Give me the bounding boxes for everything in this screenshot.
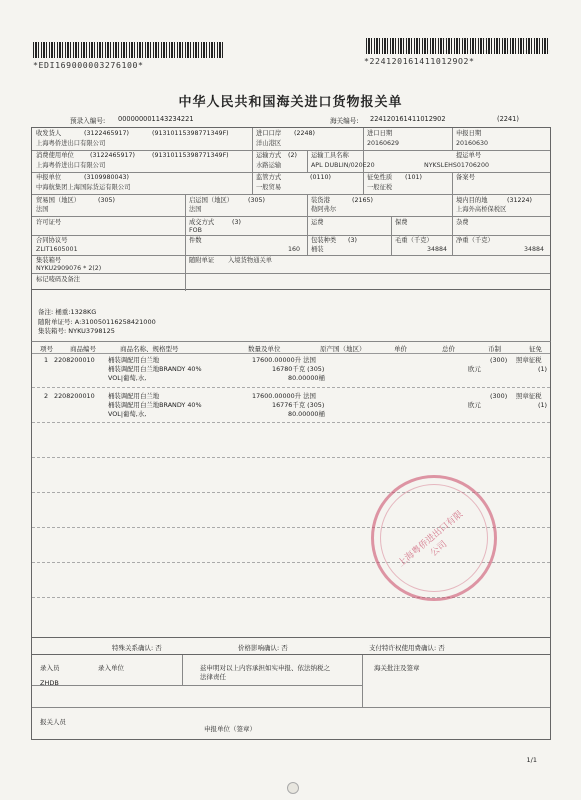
consignee-credit: (91310115398771349F) xyxy=(152,130,229,137)
consumer-label: 消费使用单位 xyxy=(36,152,74,159)
packages-label: 件数 xyxy=(189,237,202,244)
left-barcode-text: *EDI169000003276100* xyxy=(33,60,144,70)
pack-type-label: 包装种类 xyxy=(311,237,337,244)
col-header-name: 商品名称、规格型号 xyxy=(120,345,179,353)
entry-person-value: ZHDB xyxy=(40,679,59,687)
entry-person-label: 录入员 xyxy=(40,664,60,672)
trade-country-code: (305) xyxy=(98,197,115,204)
consignee-code: (3122465917) xyxy=(84,130,129,137)
right-barcode-text: *2241201614110129O2* xyxy=(364,56,475,66)
port-code: (2248) xyxy=(294,130,315,137)
vessel-label: 运输工具名称 xyxy=(311,152,349,159)
destination-code: (31224) xyxy=(507,197,532,204)
page-number: 1/1 xyxy=(526,756,537,764)
declarant-code: (3109980043) xyxy=(84,174,129,181)
pack-type-value: 桶装 xyxy=(311,246,324,253)
entry-unit-label: 录入单位 xyxy=(98,664,124,672)
item-qty-1: 17600.00000升 法国 xyxy=(252,392,316,400)
docs-value: 入境货物通关单 xyxy=(228,257,273,264)
customs-code: (2241) xyxy=(497,115,519,123)
consumer-credit: (91310115398771349F) xyxy=(152,152,229,159)
item-name-3: VOL|葡萄,水, xyxy=(108,374,147,382)
item-qty-2: 16780千克 (305) xyxy=(272,365,325,373)
item-no: 2 xyxy=(44,392,49,400)
levy-label: 征免性质 xyxy=(367,174,393,181)
remark-label: 备案号 xyxy=(456,174,475,181)
bl-label: 提运单号 xyxy=(456,152,482,159)
item-code: 2208200010 xyxy=(54,356,95,364)
origin-country-value: 法国 xyxy=(189,206,202,213)
freight-label: 运费 xyxy=(311,219,324,226)
levy-code: (101) xyxy=(405,174,422,181)
item-qty-3: 80.00000桶 xyxy=(288,374,325,382)
deal-mode-label: 成交方式 xyxy=(189,219,215,226)
item-currency-code: (300) xyxy=(490,356,508,364)
special-relation-confirm: 特殊关系确认: 否 xyxy=(112,644,162,652)
item-name-1: 桶装调配用白兰地 xyxy=(108,356,160,364)
deal-mode-value: FOB xyxy=(189,227,202,234)
marks-label: 标记唛码及备注 xyxy=(36,276,81,283)
transport-mode-code: (2) xyxy=(288,152,297,159)
signature-section xyxy=(31,655,551,740)
item-levy-code: (1) xyxy=(538,365,548,373)
origin-country-code: (305) xyxy=(248,197,265,204)
preentry-label: 预录入编号: xyxy=(70,117,106,125)
item-name-3: VOL|葡萄,水, xyxy=(108,410,147,418)
transport-mode-value: 水路运输 xyxy=(256,162,282,169)
gross-value: 34884 xyxy=(426,246,447,253)
item-qty-2: 16776千克 (305) xyxy=(272,401,325,409)
vessel-value: APL DUBLIN/020E20 xyxy=(311,162,375,169)
supervision-code: (0110) xyxy=(310,174,331,181)
docs-label: 随附单证 xyxy=(189,257,215,264)
item-qty-3: 80.00000桶 xyxy=(288,410,325,418)
left-barcode xyxy=(33,42,223,58)
consumer-value: 上海粤侨进出口有限公司 xyxy=(36,162,106,169)
item-code: 2208200010 xyxy=(54,392,95,400)
packages-value: 160 xyxy=(287,246,300,253)
declarant-label: 申报单位 xyxy=(36,174,62,181)
destination-label: 境内目的地 xyxy=(456,197,488,204)
port-value: 洋山港区 xyxy=(256,140,282,147)
item-levy: 照章征税 xyxy=(516,392,542,400)
document-title: 中华人民共和国海关进口货物报关单 xyxy=(178,95,403,110)
net-value: 34884 xyxy=(523,246,544,253)
staple-hole xyxy=(287,782,299,794)
customs-approval-label: 海关批注及签章 xyxy=(374,664,420,672)
loading-port-code: (2165) xyxy=(352,197,373,204)
supervision-label: 监管方式 xyxy=(256,174,282,181)
misc-label: 杂费 xyxy=(456,219,469,226)
item-no: 1 xyxy=(44,356,49,364)
import-date-value: 20160629 xyxy=(367,140,400,147)
port-label: 进口口岸 xyxy=(256,130,282,137)
header-grid xyxy=(31,127,551,290)
transport-mode-label: 运输方式 xyxy=(256,152,282,159)
consumer-code: (3122465917) xyxy=(90,152,135,159)
net-label: 净重（千克） xyxy=(456,237,494,244)
price-impact-confirm: 价格影响确认: 否 xyxy=(238,644,288,652)
container-label: 集装箱号 xyxy=(36,257,62,264)
import-date-label: 进口日期 xyxy=(367,130,393,137)
loading-port-value: 勒阿弗尔 xyxy=(311,206,337,213)
item-name-1: 桶装调配用白兰地 xyxy=(108,392,160,400)
customs-no-label: 海关编号: xyxy=(330,117,359,125)
col-header-price: 单价 xyxy=(394,345,407,353)
col-header-code: 商品编号 xyxy=(70,345,96,353)
deal-mode-code: (3) xyxy=(232,219,241,226)
royalty-confirm: 支付特许权使用费确认: 否 xyxy=(369,644,445,652)
declare-date-value: 20160630 xyxy=(456,140,489,147)
consignee-label: 收发货人 xyxy=(36,130,62,137)
levy-value: 一般征税 xyxy=(367,184,393,191)
col-header-total: 总价 xyxy=(442,345,455,353)
consignee-value: 上海粤侨进出口有限公司 xyxy=(36,140,106,147)
remark-line-3: 集装箱号: NYKU3798125 xyxy=(38,327,115,335)
declaration-row xyxy=(31,637,551,655)
license-label: 许可证号 xyxy=(36,219,62,226)
item-currency: 欧元 xyxy=(468,365,481,373)
origin-country-label: 启运国（地区） xyxy=(189,197,234,204)
contract-value: ZLIT1605001 xyxy=(36,246,78,253)
item-qty-1: 17600.00000升 法国 xyxy=(252,356,316,364)
trade-country-value: 法国 xyxy=(36,206,49,213)
item-levy-code: (1) xyxy=(538,401,548,409)
customs-no-value: 224120161411012902 xyxy=(370,115,446,123)
declarant-unit-label: 申报单位（签章） xyxy=(204,725,256,733)
item-levy: 照章征税 xyxy=(516,356,542,364)
item-currency-code: (300) xyxy=(490,392,508,400)
gross-label: 毛重（千克） xyxy=(395,237,433,244)
destination-value: 上海外高桥保税区 xyxy=(456,206,507,213)
declarant-person-label: 报关人员 xyxy=(40,718,66,726)
item-currency: 欧元 xyxy=(468,401,481,409)
declarant-value: 中海航集团上海国际货运有限公司 xyxy=(36,184,131,191)
col-header-currency: 币制 xyxy=(488,345,501,353)
col-header-levy: 征免 xyxy=(529,345,542,353)
remark-line-2: 随附单证号: A:310050116258421000 xyxy=(38,318,156,326)
bl-value: NYKSLEHS01706200 xyxy=(424,162,489,169)
item-name-2: 桶装调配用白兰地BRANDY 40% xyxy=(108,365,202,373)
legal-statement: 兹申明对以上内容承担如实申报、依法纳税之 xyxy=(200,664,330,672)
pack-type-code: (3) xyxy=(348,237,357,244)
insurance-label: 保费 xyxy=(395,219,408,226)
remark-line-1: 备注: 桶重:1328KG xyxy=(38,308,97,316)
item-name-2: 桶装调配用白兰地BRANDY 40% xyxy=(108,401,202,409)
declare-date-label: 申报日期 xyxy=(456,130,482,137)
col-header-qty: 数量及单位 xyxy=(248,345,281,353)
col-header-no: 项号 xyxy=(40,345,53,353)
supervision-value: 一般贸易 xyxy=(256,184,282,191)
loading-port-label: 装货港 xyxy=(311,197,330,204)
trade-country-label: 贸易国（地区） xyxy=(36,197,81,204)
right-barcode xyxy=(366,38,548,54)
col-header-origin: 原产国（地区） xyxy=(320,345,366,353)
container-value: NYKU2909076 * 2(2) xyxy=(36,265,102,272)
company-seal xyxy=(371,475,497,601)
seal-text: 上海粤侨进出口有限公司 xyxy=(396,509,466,570)
legal-statement-2: 法律责任 xyxy=(200,673,226,681)
preentry-value: 000000001143234221 xyxy=(118,115,194,123)
remarks-section xyxy=(31,290,551,342)
contract-label: 合同协议号 xyxy=(36,237,68,244)
